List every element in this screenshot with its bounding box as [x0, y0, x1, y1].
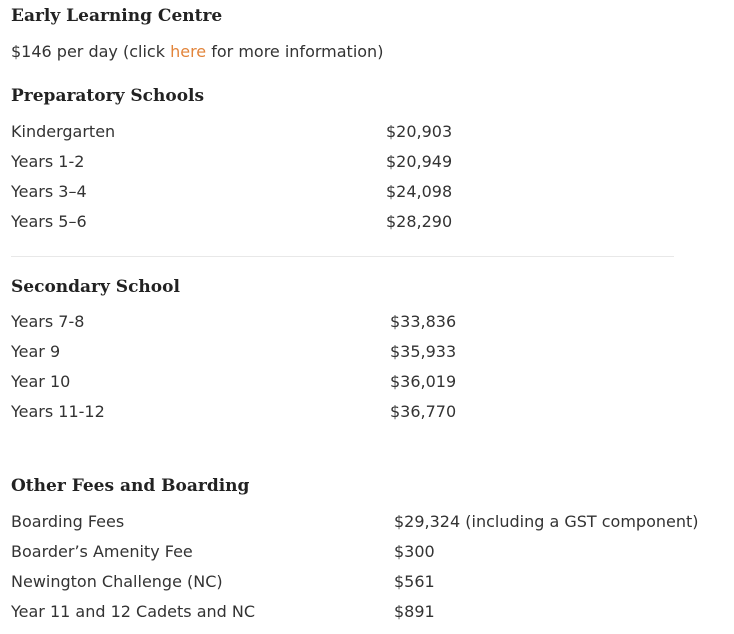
- fee-value: $561: [394, 572, 435, 591]
- fee-label: Years 7-8: [11, 312, 85, 331]
- more-info-link[interactable]: here: [170, 42, 207, 61]
- fee-label: Years 11-12: [11, 402, 105, 421]
- fee-label: Boarding Fees: [11, 512, 125, 531]
- fee-value: $20,903: [386, 122, 453, 141]
- fee-value: $36,770: [390, 402, 457, 421]
- secondary-heading: Secondary School: [11, 277, 180, 297]
- fee-label: Year 11 and 12 Cadets and NC: [11, 602, 256, 621]
- early-learning-post-link: for more information): [206, 42, 384, 61]
- fee-label: Year 10: [11, 372, 71, 391]
- early-learning-price: $146 per day: [11, 42, 118, 61]
- fee-value: $20,949: [386, 152, 453, 171]
- fee-label: Year 9: [11, 342, 61, 361]
- fee-label: Kindergarten: [11, 122, 116, 141]
- fee-label: Boarder’s Amenity Fee: [11, 542, 193, 561]
- fee-value: $29,324 (including a GST component): [394, 512, 699, 531]
- fee-value: $36,019: [390, 372, 457, 391]
- fee-label: Newington Challenge (NC): [11, 572, 223, 591]
- fee-value: $35,933: [390, 342, 457, 361]
- early-learning-pre-link: (click: [123, 42, 171, 61]
- fee-value: $891: [394, 602, 435, 621]
- other-fees-heading: Other Fees and Boarding: [11, 476, 250, 496]
- fee-value: $24,098: [386, 182, 453, 201]
- fee-label: Years 5–6: [11, 212, 87, 231]
- fee-value: $33,836: [390, 312, 457, 331]
- fee-label: Years 3–4: [11, 182, 87, 201]
- early-learning-fee-line: [11, 42, 383, 61]
- fee-value: $28,290: [386, 212, 453, 231]
- fee-label: Years 1-2: [11, 152, 85, 171]
- fee-value: $300: [394, 542, 435, 561]
- early-learning-heading: Early Learning Centre: [11, 6, 223, 26]
- preparatory-heading: Preparatory Schools: [11, 86, 205, 106]
- section-divider: [11, 256, 674, 257]
